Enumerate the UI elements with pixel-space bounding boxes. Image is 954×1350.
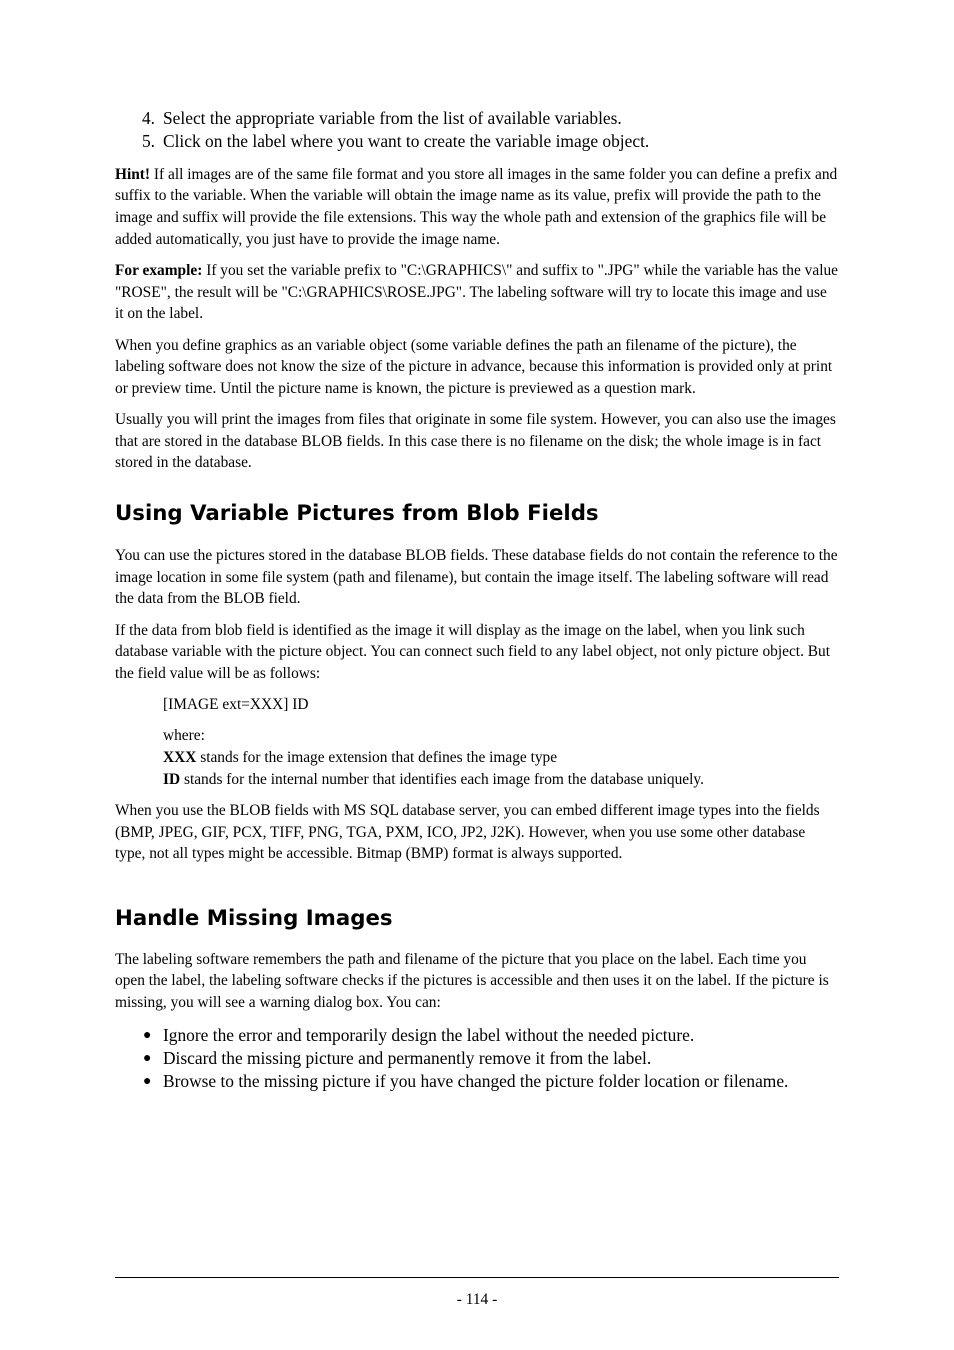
steps-list	[115, 107, 839, 154]
hint-label: Hint!	[115, 165, 151, 183]
page-content	[115, 107, 839, 1094]
section-heading-missing: Handle Missing Images	[115, 905, 393, 931]
bullet-icon: ●	[143, 1074, 152, 1090]
blob-paragraph-2: If the data from blob field is identified as the image it will display as the image on the label, when you link such database variable with the picture object. You can connect such field to any label object, not only picture object. But the field value will be as follows:	[115, 621, 831, 682]
xxx-term: XXX	[163, 749, 197, 767]
list-item-text: Select the appropriate variable from the list of available variables.	[163, 108, 622, 128]
bullet-icon: ●	[143, 1027, 152, 1043]
footer-divider	[115, 1277, 839, 1278]
example-paragraph	[115, 260, 839, 325]
list-item-text: Browse to the missing picture if you have changed the picture folder location or filename.	[163, 1071, 789, 1092]
where-block	[115, 725, 839, 790]
hint-paragraph	[115, 164, 839, 250]
field-format: [IMAGE ext=XXX] ID	[163, 696, 309, 714]
where-label: where:	[163, 727, 205, 745]
list-item	[115, 130, 839, 153]
usually-paragraph: Usually you will print the images from files that originate in some file system. However, you can also use the images that are stored in the database BLOB fields. In this case there is no filename on the disk; the whole image is in fact stored in the database.	[115, 411, 836, 472]
bullet-icon: ●	[143, 1051, 152, 1067]
blob-paragraph-3: When you use the BLOB fields with MS SQL database server, you can embed different image types into the fields (BMP, JPEG, GIF, PCX, TIFF, PNG, TGA, PXM, ICO, JP2, J2K). However, when you use some other database type, not all types might be accessible. Bitmap (BMP) format is always supported.	[115, 802, 820, 863]
define-paragraph: When you define graphics as an variable object (some variable defines the path an filename of the picture), the labeling software does not know the size of the picture in advance, because this information is provided only at print or preview time. Until the picture name is known, the picture is previewed as a question mark.	[115, 336, 833, 397]
xxx-description: stands for the image extension that defines the image type	[196, 749, 558, 767]
blob-paragraph-1: You can use the pictures stored in the database BLOB fields. These database fields do not contain the reference to the image location in some file system (path and filename), but contain the image itself. The labeling software will read the data from the BLOB field.	[115, 546, 838, 608]
list-item	[115, 1024, 839, 1047]
list-item	[115, 107, 839, 130]
hint-text: If all images are of the same file format and you store all images in the same folder you can define a prefix and suffix to the variable. When the variable will obtain the image name as its value, prefix will provide the path to the image and suffix will provide the file extensions. This way the whole path and extension of the graphics file will be added automatically, you just have to provide the image name.	[115, 165, 838, 248]
list-item-text: Click on the label where you want to create the variable image object.	[163, 131, 650, 152]
id-term: ID	[163, 770, 181, 788]
page-number: - 114 -	[456, 1291, 498, 1308]
example-text: If you set the variable prefix to "C:\GRAPHICS\" and suffix to ".JPG" while the variable has the value "ROSE", the result will be "C:\GRAPHICS\ROSE.JPG". The labeling software will try to locate this image and use it on the label.	[115, 261, 838, 323]
section-heading-blob: Using Variable Pictures from Blob Fields	[115, 500, 599, 526]
list-item	[115, 1047, 839, 1070]
list-number: 5.	[141, 131, 155, 152]
id-description: stands for the internal number that identifies each image from the database uniquely.	[180, 770, 704, 788]
options-list	[115, 1024, 839, 1094]
missing-paragraph-1: The labeling software remembers the path and filename of the picture that you place on the label. Each time you open the label, the labeling software checks if the pictures is accessible and then uses it on the label. If the picture is missing, you will see a warning dialog box. You can:	[115, 950, 829, 1012]
list-item	[115, 1070, 839, 1093]
list-item-text: Ignore the error and temporarily design the label without the needed picture.	[163, 1024, 695, 1045]
list-number: 4.	[141, 108, 155, 128]
list-item-text: Discard the missing picture and permanently remove it from the label.	[163, 1048, 652, 1069]
example-label: For example:	[115, 261, 203, 279]
